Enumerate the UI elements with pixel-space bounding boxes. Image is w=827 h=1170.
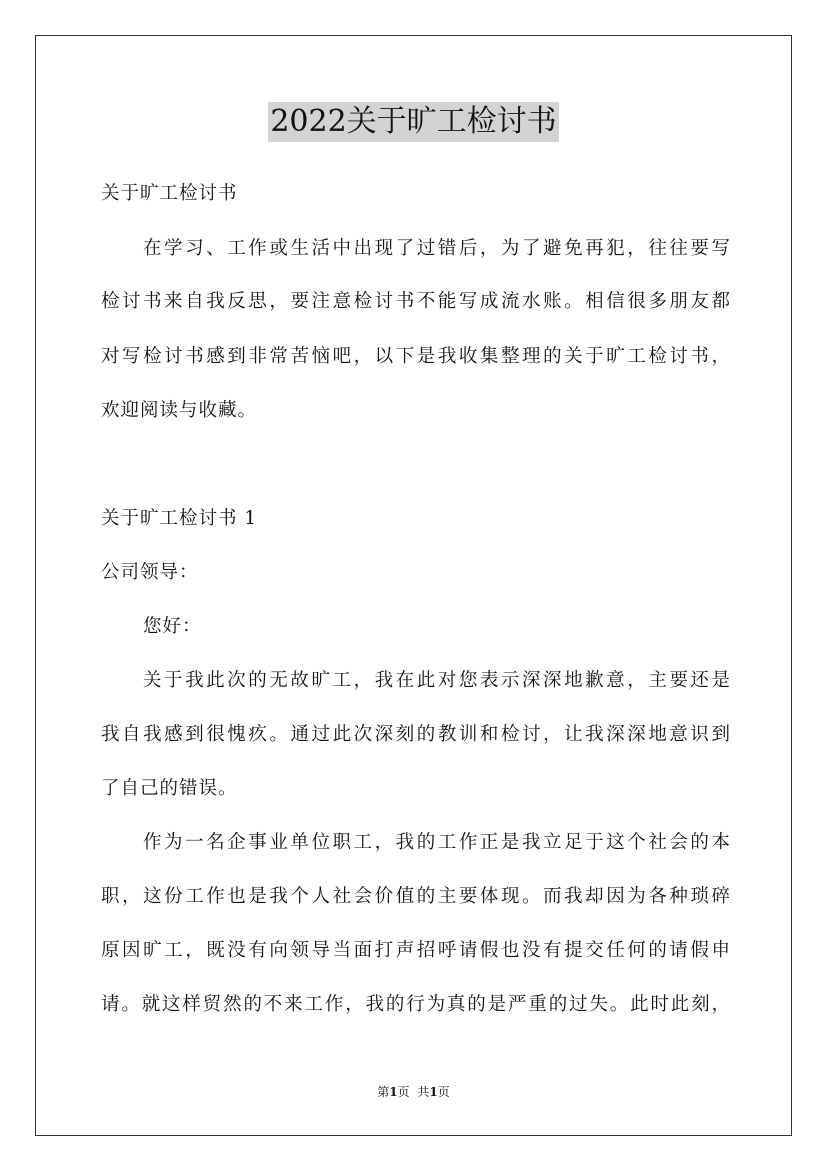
salutation: 公司领导： bbox=[101, 562, 199, 583]
greeting: 您好： bbox=[143, 616, 202, 637]
para2-line-4: 请。就这样贸然的不来工作，我的行为真的是严重的过失。此时此刻， bbox=[101, 994, 731, 1015]
para2-line-1: 作为一名企事业单位职工，我的工作正是我立足于这个社会的本 bbox=[143, 832, 731, 853]
section-heading: 关于旷工检讨书 1 bbox=[101, 508, 258, 529]
intro-line-3: 对写检讨书感到非常苦恼吧，以下是我收集整理的关于旷工检讨书， bbox=[101, 346, 731, 367]
total-suffix: 页 bbox=[437, 1085, 450, 1099]
page-prefix: 第 bbox=[377, 1085, 390, 1099]
intro-line-1: 在学习、工作或生活中出现了过错后，为了避免再犯，往往要写 bbox=[143, 238, 731, 259]
total-prefix: 共 bbox=[417, 1085, 430, 1099]
total-pages: 1 bbox=[429, 1085, 438, 1099]
para1-line-1: 关于我此次的无故旷工，我在此对您表示深深地歉意，主要还是 bbox=[143, 670, 731, 691]
document-title: 2022关于旷工检讨书 bbox=[268, 102, 558, 142]
intro-line-2: 检讨书来自我反思，要注意检讨书不能写成流水账。相信很多朋友都 bbox=[101, 291, 731, 312]
page-footer bbox=[0, 1084, 827, 1100]
title-container bbox=[0, 102, 827, 142]
para1-line-3: 了自己的错误。 bbox=[101, 778, 238, 799]
page-suffix: 页 bbox=[397, 1085, 410, 1099]
page-number: 1 bbox=[389, 1085, 398, 1099]
para1-line-2: 我自我感到很愧疚。通过此次深刻的教训和检讨，让我深深地意识到 bbox=[101, 724, 731, 745]
para2-line-3: 原因旷工，既没有向领导当面打声招呼请假也没有提交任何的请假申 bbox=[101, 940, 731, 961]
document-subtitle: 关于旷工检讨书 bbox=[101, 183, 238, 204]
para2-line-2: 职，这份工作也是我个人社会价值的主要体现。而我却因为各种琐碎 bbox=[101, 886, 731, 907]
intro-line-4: 欢迎阅读与收藏。 bbox=[101, 400, 258, 421]
